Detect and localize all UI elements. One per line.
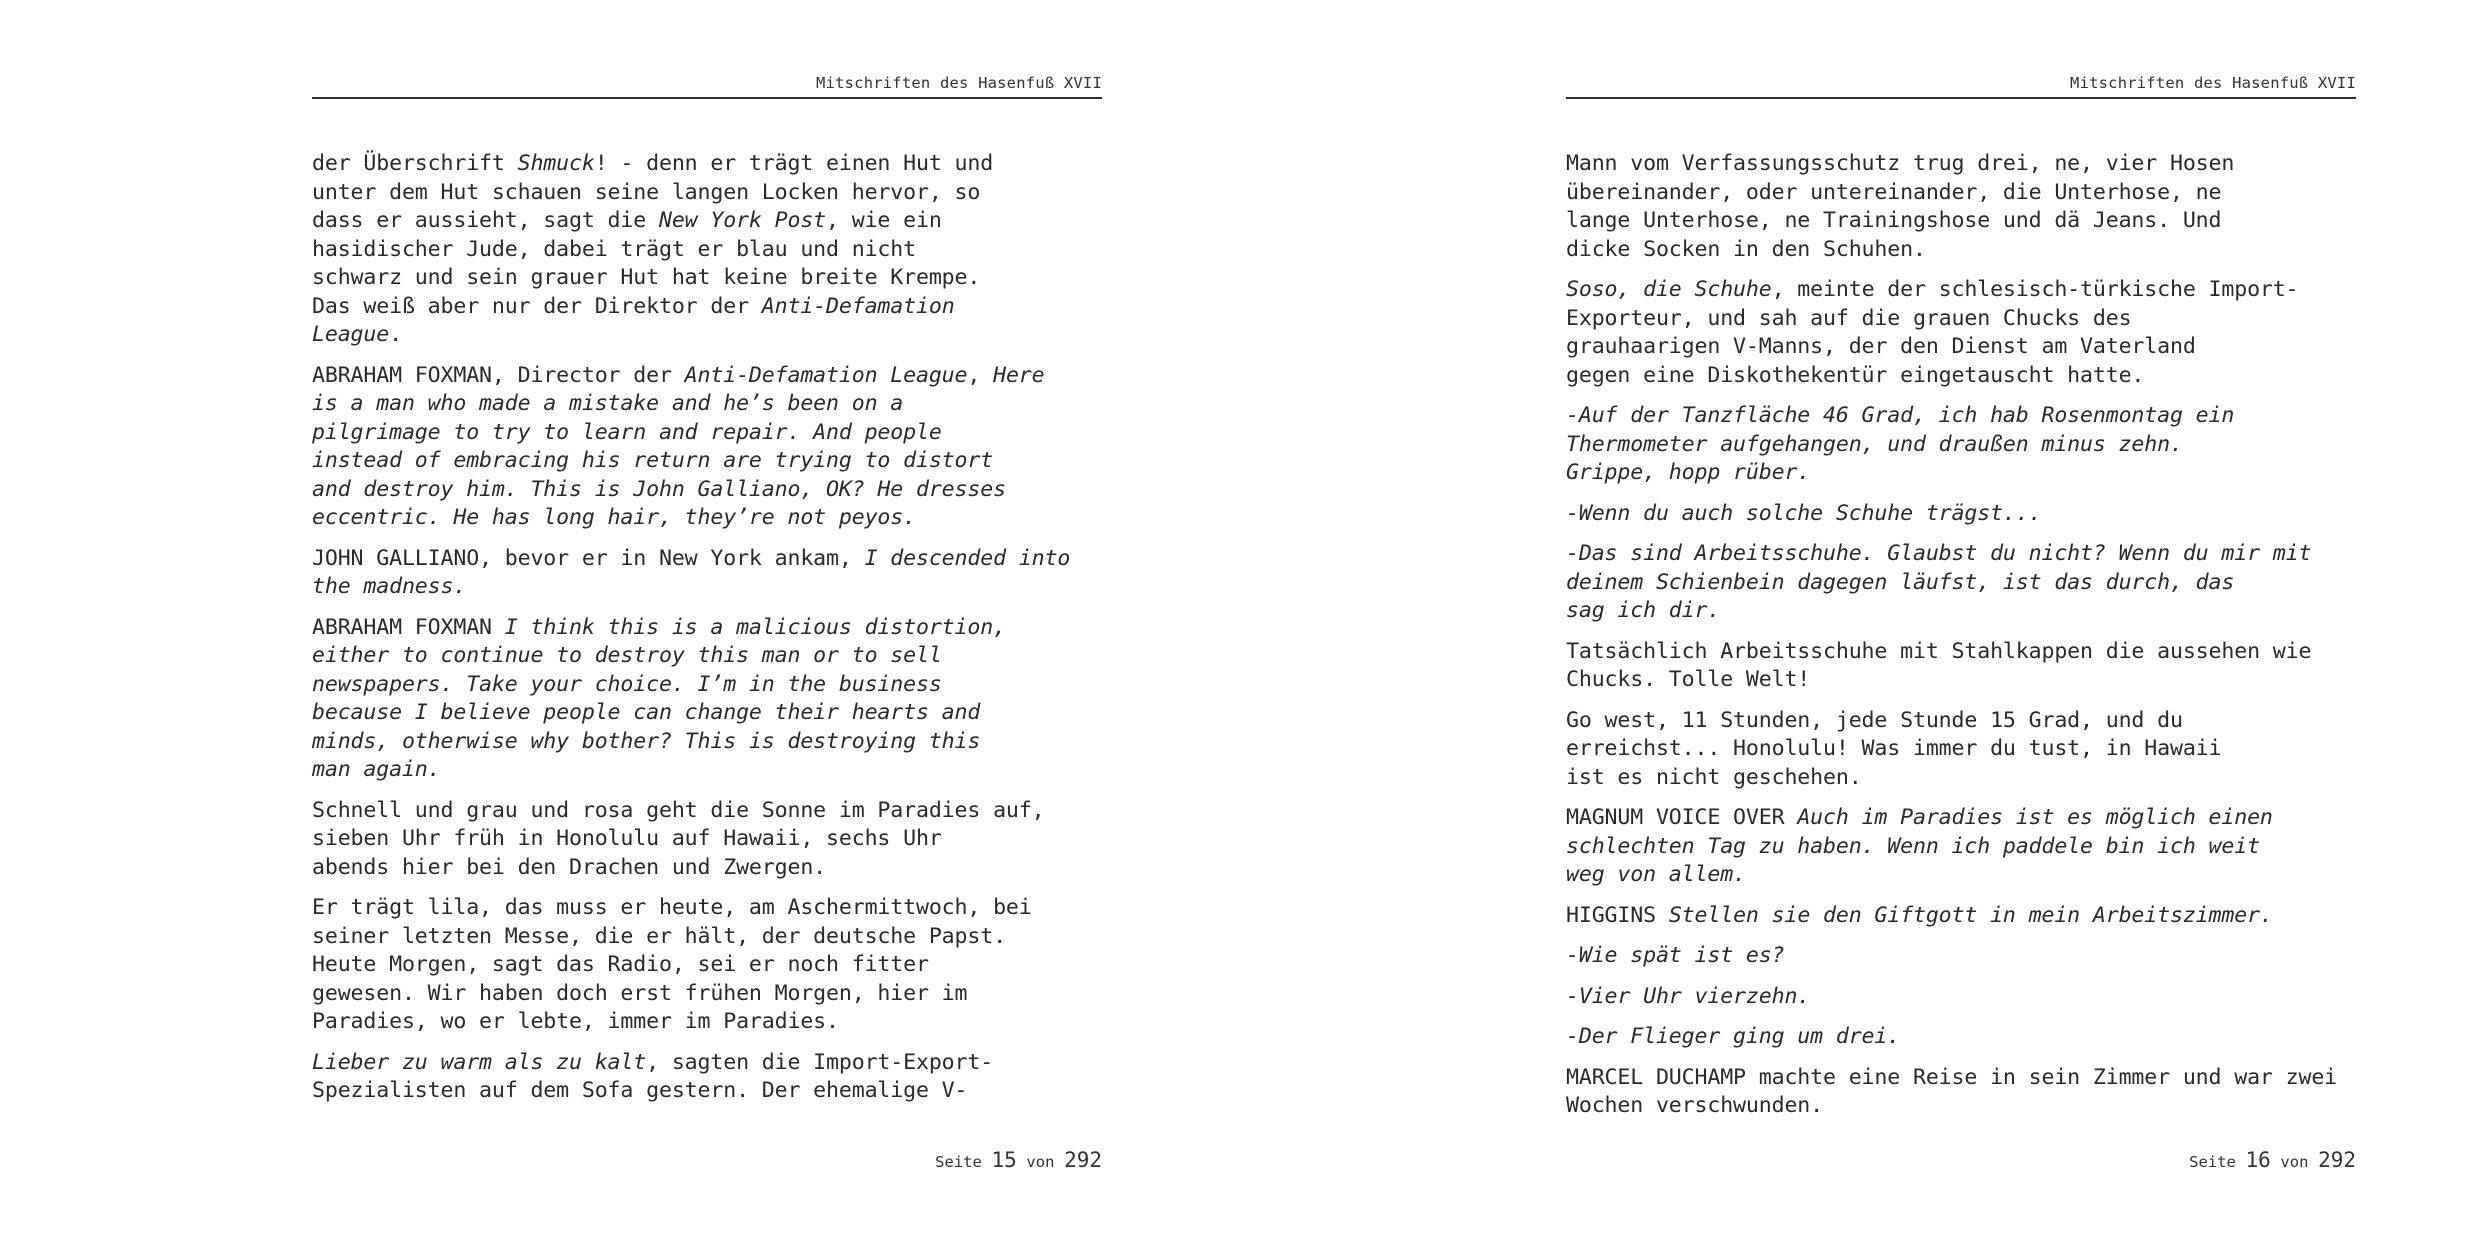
paragraph [1566, 402, 2356, 488]
running-header: Mitschriften des Hasenfuß XVII [816, 74, 1102, 92]
text-run: Paradies, wo er lebte, immer im Paradies. [312, 1009, 839, 1034]
paragraph [1566, 942, 2356, 971]
page-number: 15 [991, 1148, 1017, 1172]
text-line [1566, 459, 2356, 488]
italic-text: minds, otherwise why bother? This is destroying this [312, 728, 981, 754]
text-run: schwarz und sein grauer Hut hat keine breite Krempe. [312, 265, 981, 290]
text-run: ist es nicht geschehen. [1566, 764, 1862, 790]
text-run: abends hier bei den Drachen und Zwergen. [312, 854, 827, 880]
text-line [1566, 569, 2356, 598]
paragraph [1566, 500, 2356, 529]
text-run: unter dem Hut schauen seine langen Locken hervor, so [312, 179, 981, 205]
text-run: MARCEL DUCHAMP machte eine Reise in sein Zimmer und war zwei [1566, 1064, 2338, 1090]
italic-text: newspapers. Take your choice. I’m in the business [312, 671, 942, 697]
text-line [1566, 861, 2356, 890]
text-line [312, 894, 1102, 923]
text-line [1566, 179, 2356, 208]
text-line [1566, 431, 2356, 460]
text-run: Mann vom Verfassungsschutz trug drei, ne, vier Hosen [1566, 151, 2235, 176]
text-line [312, 419, 1102, 448]
text-line [1566, 276, 2356, 305]
text-line [1566, 362, 2356, 391]
paragraph [1566, 638, 2356, 695]
footer-of: von [2280, 1153, 2309, 1171]
italic-text: -Wie spät ist es? [1566, 943, 1785, 968]
italic-text: is a man who made a mistake and he’s been on a [312, 391, 904, 416]
text-line [312, 236, 1102, 265]
text-line [1566, 983, 2356, 1012]
text-line [312, 728, 1102, 757]
text-line [312, 545, 1102, 574]
italic-text: -Das sind Arbeitsschuhe. Glaubst du nicht? Wenn du mir mit [1566, 541, 2312, 566]
text-run: Go west, 11 Stunden, jede Stunde 15 Grad, und du [1566, 707, 2183, 733]
text-line [312, 1049, 1102, 1078]
italic-text: Thermometer aufgehangen, und draußen minus zehn. [1566, 431, 2183, 457]
text-run: Spezialisten auf dem Sofa gestern. Der ehemalige V- [312, 1078, 968, 1103]
text-line [1566, 1064, 2356, 1093]
text-line [312, 854, 1102, 883]
italic-text: Here [993, 362, 1045, 388]
text-line [312, 207, 1102, 236]
text-line [1566, 735, 2356, 764]
running-header: Mitschriften des Hasenfuß XVII [2070, 74, 2356, 92]
text-line [1566, 207, 2356, 236]
text-run: übereinander, oder untereinander, die Unterhose, ne [1566, 179, 2222, 205]
text-run: ABRAHAM FOXMAN, Director der [312, 362, 685, 388]
text-line [312, 504, 1102, 533]
text-run: ! - denn er trägt einen Hut und [594, 151, 994, 176]
italic-text: sag ich dir. [1566, 598, 1721, 623]
text-line [312, 573, 1102, 602]
text-line [1566, 597, 2356, 626]
text-run: ABRAHAM FOXMAN [312, 614, 505, 640]
text-run: lange Unterhose, ne Trainingshose und dä Jeans. Und [1566, 208, 2222, 233]
text-line [312, 362, 1102, 391]
italic-text: Auch im Paradies ist es möglich einen [1797, 805, 2273, 830]
text-line [1566, 333, 2356, 362]
paragraph [1566, 983, 2356, 1012]
text-line [312, 642, 1102, 671]
italic-text: pilgrimage to try to learn and repair. And people [312, 419, 942, 445]
text-line [312, 293, 1102, 322]
paragraph-continuation [312, 150, 1102, 350]
paragraph [1566, 540, 2356, 626]
text-line [1566, 1092, 2356, 1121]
text-line [1566, 902, 2356, 931]
paragraph [312, 614, 1102, 785]
italic-text: weg von allem. [1566, 862, 1746, 887]
text-line [312, 447, 1102, 476]
text-run: Exporteur, und sah auf die grauen Chucks des [1566, 305, 2132, 331]
text-line [1566, 764, 2356, 793]
text-run: Er trägt lila, das muss er heute, am Aschermittwoch, bei [312, 895, 1032, 920]
text-line [1566, 500, 2356, 529]
text-run: . [389, 322, 402, 347]
italic-text: man again. [312, 757, 441, 782]
italic-text: because I believe people can change their hearts and [312, 700, 981, 725]
header-rule [1566, 97, 2356, 99]
text-run: Tatsächlich Arbeitsschuhe mit Stahlkappen die aussehen wie [1566, 638, 2312, 664]
italic-text: either to continue to destroy this man or to sell [312, 643, 942, 668]
italic-text: New York Post [658, 208, 827, 233]
text-line [1566, 236, 2356, 265]
text-run: grauhaarigen V-Manns, der den Dienst am Vaterland [1566, 334, 2196, 359]
paragraph [312, 545, 1102, 602]
left-page [312, 0, 1102, 1240]
text-run: gewesen. Wir haben doch erst frühen Morgen, hier im [312, 980, 968, 1006]
text-run: dicke Socken in den Schuhen. [1566, 236, 1926, 262]
text-run: Chucks. Tolle Welt! [1566, 667, 1811, 692]
page-body [312, 150, 1102, 1118]
italic-text: I think this is a malicious distortion, [504, 614, 1006, 640]
text-run: seiner letzten Messe, die er hält, der deutsche Papst. [312, 923, 1006, 949]
text-line [1566, 833, 2356, 862]
paragraph [312, 894, 1102, 1037]
italic-text: Grippe, hopp rüber. [1566, 460, 1811, 485]
text-line [1566, 666, 2356, 695]
italic-text: League [312, 322, 390, 347]
text-run: Heute Morgen, sagt das Radio, sei er noch fitter [312, 952, 929, 977]
text-line [312, 321, 1102, 350]
text-line [312, 614, 1102, 643]
text-run: dass er aussieht, sagt die [312, 208, 659, 233]
text-run: , sagten die Import-Export- [646, 1049, 994, 1075]
text-line [1566, 150, 2356, 179]
page-footer [2189, 1148, 2356, 1172]
text-run: erreichst... Honolulu! Was immer du tust, in Hawaii [1566, 736, 2222, 761]
text-line [1566, 804, 2356, 833]
page-number: 16 [2245, 1148, 2271, 1172]
text-line [1566, 942, 2356, 971]
text-line [312, 390, 1102, 419]
italic-text: deinem Schienbein dagegen läufst, ist das durch, das [1566, 569, 2235, 595]
right-page [1566, 0, 2356, 1240]
text-run: JOHN GALLIANO, bevor er in New York ankam, [312, 545, 865, 571]
text-run: Schnell und grau und rosa geht die Sonne im Paradies auf, [312, 797, 1045, 823]
text-line [1566, 1023, 2356, 1052]
italic-text: -Auf der Tanzfläche 46 Grad, ich hab Rosenmontag ein [1566, 403, 2235, 428]
italic-text: instead of embracing his return are trying to distort [312, 448, 994, 473]
italic-text: Anti-Defamation [761, 293, 955, 319]
text-line [312, 264, 1102, 293]
paragraph [1566, 276, 2356, 390]
text-run: MAGNUM VOICE OVER [1566, 805, 1798, 830]
paragraph [1566, 1064, 2356, 1121]
text-run: , [967, 362, 994, 388]
text-run: hasidischer Jude, dabei trägt er blau und nicht [312, 236, 916, 262]
text-line [312, 756, 1102, 785]
footer-of: von [1026, 1153, 1055, 1171]
text-run: der Überschrift [312, 151, 518, 176]
text-run: Das weiß aber nur der Direktor der [312, 293, 762, 319]
footer-prefix: Seite [935, 1153, 982, 1171]
italic-text: the madness. [312, 574, 467, 599]
italic-text: -Vier Uhr vierzehn. [1566, 983, 1811, 1009]
italic-text: Shmuck [517, 151, 595, 176]
italic-text: Lieber zu warm als zu kalt [312, 1049, 647, 1075]
text-run: sieben Uhr früh in Honolulu auf Hawaii, sechs Uhr [312, 826, 942, 851]
text-line [312, 476, 1102, 505]
text-run: , meinte der schlesisch-türkische Import- [1771, 277, 2299, 302]
text-line [312, 699, 1102, 728]
italic-text: Stellen sie den Giftgott in mein Arbeitszimmer. [1668, 902, 2273, 928]
text-run: HIGGINS [1566, 902, 1669, 928]
paragraph [1566, 707, 2356, 793]
italic-text: -Wenn du auch solche Schuhe trägst... [1566, 500, 2042, 526]
text-line [312, 951, 1102, 980]
page-total: 292 [1064, 1148, 1102, 1172]
page-footer [935, 1148, 1102, 1172]
italic-text: -Der Flieger ging um drei. [1566, 1024, 1901, 1049]
paragraph [1566, 902, 2356, 931]
paragraph [312, 1049, 1102, 1106]
text-line [1566, 540, 2356, 569]
italic-text: Soso, die Schuhe [1566, 277, 1772, 302]
text-line [1566, 707, 2356, 736]
italic-text: and destroy him. This is John Galliano, OK? He dresses [312, 476, 1006, 502]
header-rule [312, 97, 1102, 99]
text-line [312, 179, 1102, 208]
text-line [312, 923, 1102, 952]
text-line [312, 825, 1102, 854]
italic-text: Anti-Defamation League [684, 362, 968, 388]
paragraph [312, 797, 1102, 883]
text-line [312, 150, 1102, 179]
text-run: , wie ein [826, 208, 942, 233]
paragraph [1566, 1023, 2356, 1052]
text-line [1566, 305, 2356, 334]
page-total: 292 [2318, 1148, 2356, 1172]
text-run: Wochen verschwunden. [1566, 1093, 1824, 1118]
text-line [1566, 638, 2356, 667]
paragraph [312, 362, 1102, 533]
text-line [312, 671, 1102, 700]
text-line [312, 1008, 1102, 1037]
footer-prefix: Seite [2189, 1153, 2236, 1171]
page-body [1566, 150, 2356, 1133]
paragraph-continuation [1566, 150, 2356, 264]
text-line [312, 797, 1102, 826]
italic-text: I descended into [864, 545, 1071, 571]
italic-text: schlechten Tag zu haben. Wenn ich paddele bin ich weit [1566, 833, 2260, 859]
text-run: gegen eine Diskothekentür eingetauscht hatte. [1566, 362, 2145, 388]
text-line [312, 1077, 1102, 1106]
text-line [312, 980, 1102, 1009]
italic-text: eccentric. He has long hair, they’re not peyos. [312, 505, 916, 530]
text-line [1566, 402, 2356, 431]
paragraph [1566, 804, 2356, 890]
